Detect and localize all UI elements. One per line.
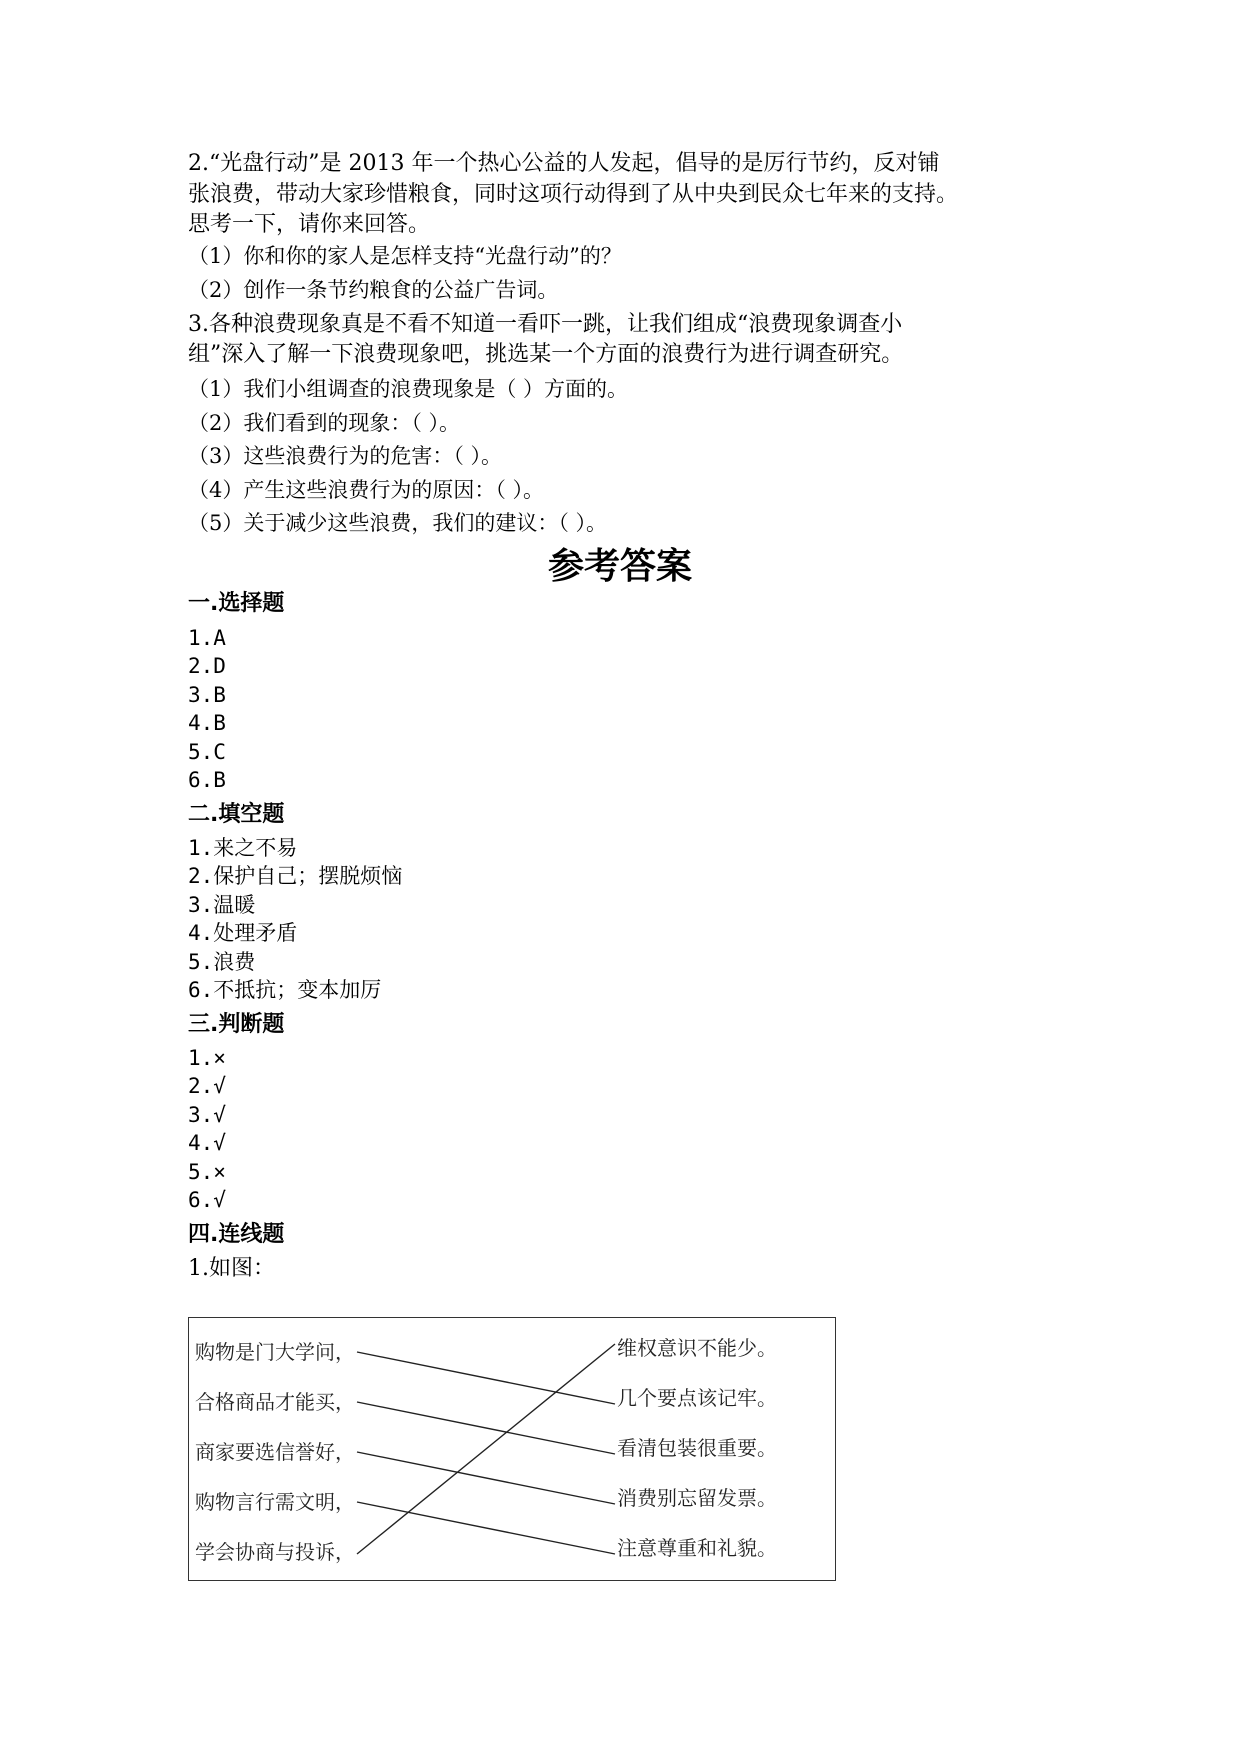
answer-item: 3.√ [188, 1103, 226, 1127]
left-phrase: 购物言行需文明， [195, 1490, 355, 1514]
q3-sub-4: （4）产生这些浪费行为的原因：（ ）。 [188, 478, 545, 502]
answers-title: 参考答案 [547, 546, 692, 587]
section-heading-fill: 二.填空题 [188, 802, 285, 827]
left-phrase: 购物是门大学问， [195, 1340, 355, 1364]
q3-sub-2: （2）我们看到的现象：（ ）。 [188, 411, 461, 435]
answer-item: 1.如图： [188, 1256, 275, 1281]
answer-item: 5.× [188, 1160, 226, 1184]
left-phrase: 商家要选信誉好， [195, 1440, 355, 1464]
answer-item: 1.来之不易 [188, 836, 298, 860]
answer-item: 6.不抵抗；变本加厉 [188, 978, 382, 1002]
matching-link-line [357, 1344, 615, 1554]
matching-link-line [357, 1502, 615, 1554]
q2-sub-1: （1）你和你的家人是怎样支持“光盘行动”的？ [188, 244, 622, 268]
answer-item: 1.× [188, 1046, 226, 1070]
answer-item: 3.B [188, 683, 226, 707]
answer-item: 3.温暖 [188, 893, 256, 917]
q3-line-2: 组”深入了解一下浪费现象吧，挑选某一个方面的浪费行为进行调查研究。 [188, 342, 904, 367]
answer-item: 1.A [188, 626, 226, 650]
answer-item: 4.B [188, 711, 226, 735]
q3-sub-1: （1）我们小组调查的浪费现象是（ ）方面的。 [188, 377, 629, 401]
answer-item: 2.D [188, 654, 226, 678]
matching-link-line [357, 1402, 615, 1454]
answer-item: 4.√ [188, 1131, 226, 1155]
q2-line-3: 思考一下，请你来回答。 [188, 212, 431, 237]
answer-item: 2.保护自己；摆脱烦恼 [188, 864, 403, 888]
answer-item: 5.浪费 [188, 950, 256, 974]
answer-item: 2.√ [188, 1074, 226, 1098]
left-phrase: 合格商品才能买， [195, 1390, 355, 1414]
answer-item: 6.B [188, 768, 226, 792]
right-phrase: 看清包装很重要。 [617, 1436, 777, 1460]
answer-item: 5.C [188, 740, 226, 764]
answer-item: 4.处理矛盾 [188, 921, 298, 945]
answer-item: 6.√ [188, 1188, 226, 1212]
right-phrase: 几个要点该记牢。 [617, 1386, 777, 1410]
section-heading-matching: 四.连线题 [188, 1222, 285, 1247]
q2-sub-2: （2）创作一条节约粮食的公益广告词。 [188, 278, 559, 302]
section-heading-choice: 一.选择题 [188, 591, 285, 616]
left-phrase: 学会协商与投诉， [195, 1540, 355, 1564]
q2-line-1: 2.“光盘行动”是 2013 年一个热心公益的人发起，倡导的是厉行节约，反对铺 [188, 151, 940, 176]
section-heading-judge: 三.判断题 [188, 1012, 285, 1037]
q3-sub-3: （3）这些浪费行为的危害：（ ）。 [188, 444, 503, 468]
right-phrase: 注意尊重和礼貌。 [617, 1536, 777, 1560]
q3-line-1: 3.各种浪费现象真是不看不知道一看吓一跳，让我们组成“浪费现象调查小 [188, 312, 903, 337]
right-phrase: 消费别忘留发票。 [617, 1486, 777, 1510]
matching-link-line [357, 1352, 615, 1404]
q2-line-2: 张浪费，带动大家珍惜粮食，同时这项行动得到了从中央到民众七年来的支持。 [188, 182, 959, 207]
matching-figure [188, 1317, 836, 1581]
q3-sub-5: （5）关于减少这些浪费，我们的建议：（ ）。 [188, 511, 608, 535]
right-phrase: 维权意识不能少。 [617, 1336, 777, 1360]
matching-link-line [357, 1452, 615, 1504]
